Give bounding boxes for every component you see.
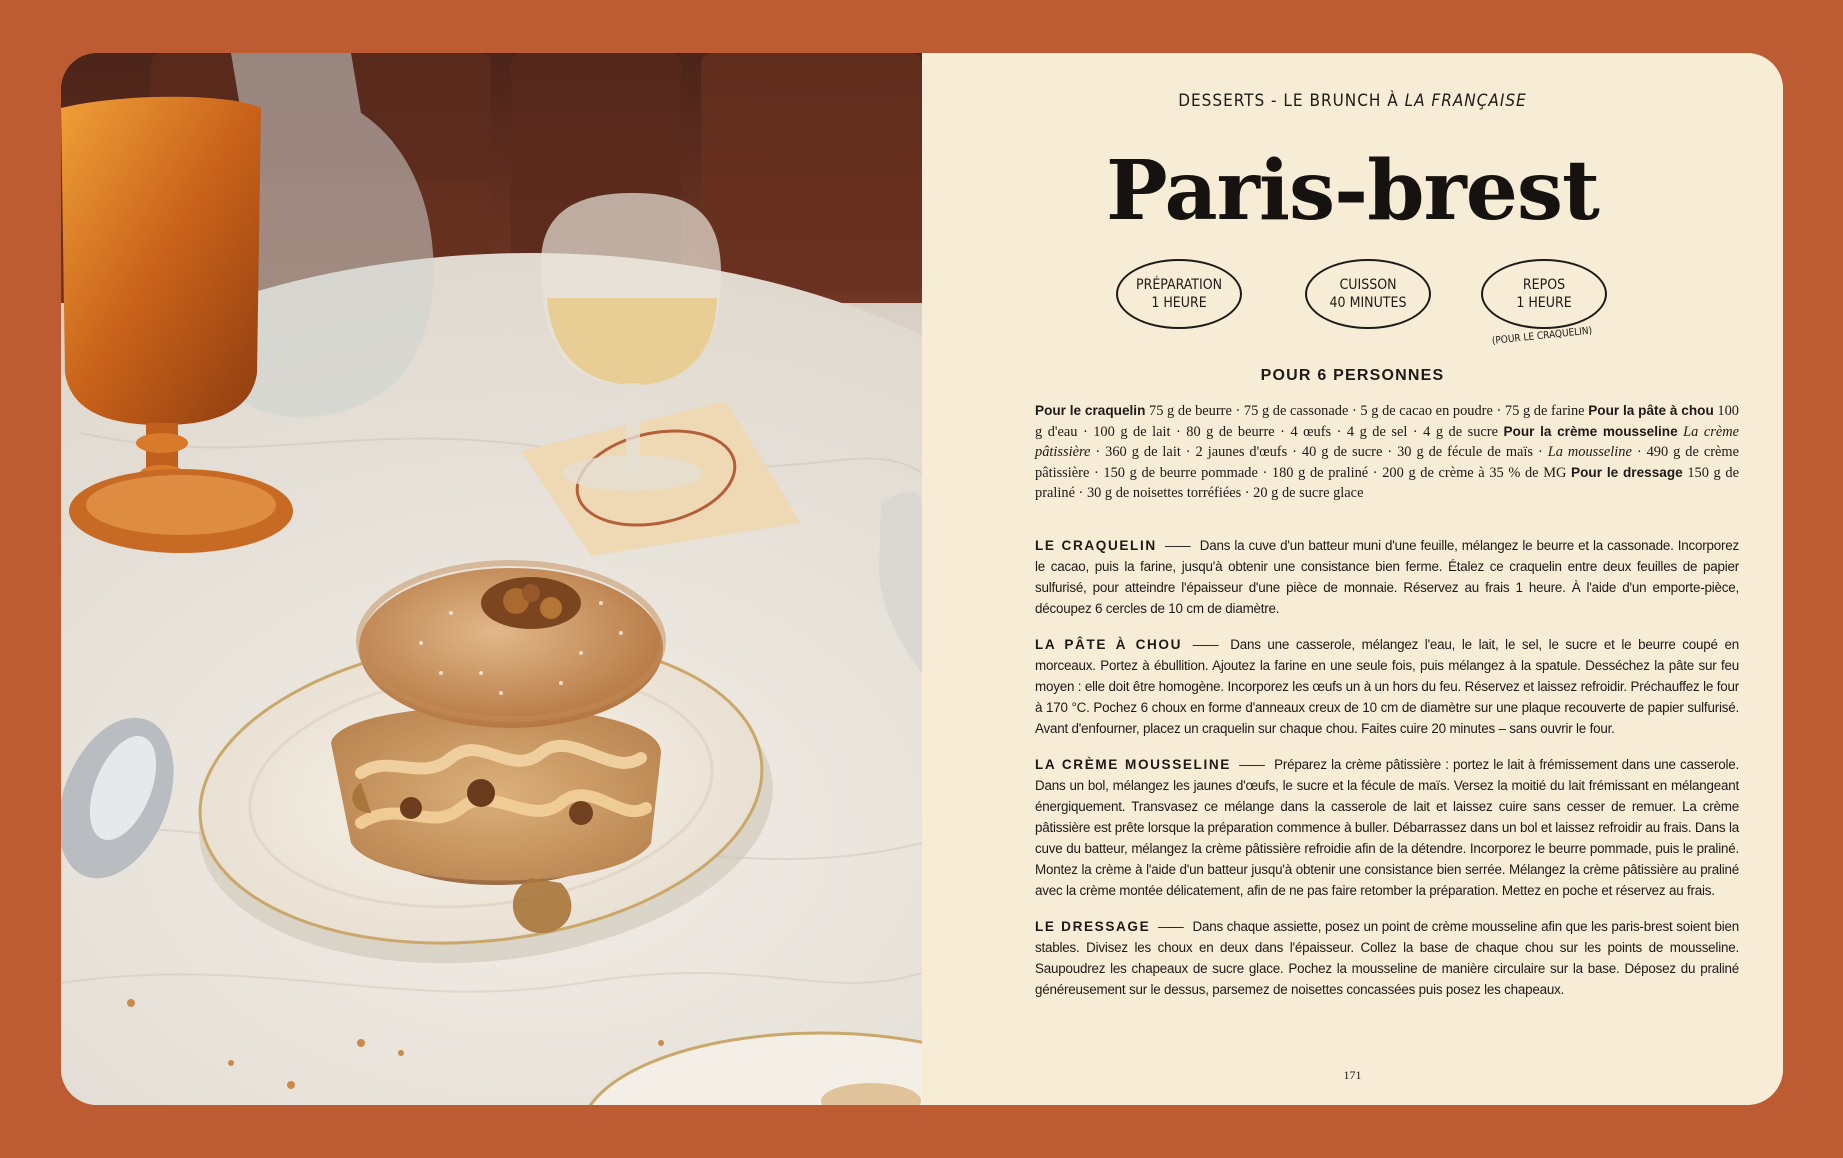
badge-cuisson bbox=[1305, 259, 1431, 329]
step-dash: —— bbox=[1192, 637, 1218, 652]
badge-value: 1 HEURE bbox=[1151, 295, 1207, 311]
step-creme-mousseline bbox=[1035, 754, 1739, 901]
recipe-photo bbox=[61, 53, 922, 1105]
ingredients-list bbox=[1035, 401, 1739, 504]
step-dash: —— bbox=[1239, 757, 1264, 772]
kicker-emphasis: LA FRANÇAISE bbox=[1404, 91, 1527, 111]
step-pate-a-chou bbox=[1035, 634, 1739, 739]
badge-value: 40 MINUTES bbox=[1329, 295, 1407, 311]
step-craquelin bbox=[1035, 535, 1739, 619]
method-steps bbox=[1035, 535, 1739, 1015]
step-dressage bbox=[1035, 916, 1739, 1000]
badge-label: CUISSON bbox=[1339, 277, 1397, 293]
step-text: Préparez la crème pâtissière : portez le lait à frémissement dans une casserole. Dans un bol, mélangez les jaunes d'œufs, le sucre et la fécule de maïs. Versez la moitié du lait frémissant en mélangeant énergiquement. Transvasez ce mélange dans la casserole de lait et laissez cuire sans cesser de remuer. La crème pâtissière est prête lorsque la préparation commence à buller. Débarrassez dans un bol et laissez refroidir au frais. Dans la cuve du batteur, mélangez la crème pâtissière refroidie afin de la détendre. Incorporez le beurre pommade, puis le praliné. Montez la crème à l'aide d'un batteur jusqu'à obtenir une consistance bien serrée. Mélangez la crème pâtissière au praliné avec la crème montée délicatement, afin de ne pas faire retomber la préparation. Mettez en poche et réservez au frais. bbox=[1035, 757, 1739, 898]
step-text: Dans une casserole, mélangez l'eau, le lait, le sel, le sucre et le beurre coupé en morceaux. Portez à ébullition. Ajoutez la farine en une seule fois, puis mélangez à la spatule. Desséchez la pâte sur feu moyen : elle doit être homogène. Incorporez les œufs un à un hors du feu. Réservez et laissez refroidir. Préchauffez le four à 170 °C. Pochez 6 choux en forme d'anneaux creux de 10 cm de diamètre sur une plaque recouverte de papier sulfurisé. Avant d'enfourner, placez un craquelin sur chaque chou. Faites cuire 20 minutes – sans ouvrir le four. bbox=[1035, 637, 1739, 736]
ingredient-group-label: Pour la crème mousseline bbox=[1503, 423, 1678, 439]
recipe-title: Paris-brest bbox=[1106, 143, 1599, 239]
ingredient-text: 100 g d'eau · 100 g de lait · 80 g de beurre · 4 œufs · 4 g de sel · 4 g de sucre bbox=[1035, 403, 1740, 440]
ingredient-text: · 490 g de crème pâtissière · 150 g de beurre pommade · 180 g de praliné · 200 g de crème à 35 % de MG bbox=[1035, 444, 1739, 481]
page-number: 171 bbox=[1343, 1068, 1362, 1082]
photo-illustration bbox=[61, 53, 922, 1105]
step-heading: LA PÂTE À CHOU bbox=[1035, 637, 1183, 652]
ingredient-text: 150 g de praliné · 30 g de noisettes torréfiées · 20 g de sucre glace bbox=[1035, 464, 1739, 501]
step-heading: LE DRESSAGE bbox=[1035, 919, 1151, 934]
ingredient-group-label: Pour le craquelin bbox=[1035, 403, 1146, 418]
section-kicker bbox=[922, 91, 1783, 111]
badge-note: (POUR LE CRAQUELIN) bbox=[1491, 325, 1593, 347]
kicker-prefix: DESSERTS - LE BRUNCH À bbox=[1178, 91, 1399, 111]
recipe-page bbox=[922, 53, 1783, 1105]
book-spread bbox=[61, 53, 1783, 1105]
step-dash: —— bbox=[1164, 538, 1190, 553]
ingredient-text: · 360 g de lait · 2 jaunes d'œufs · 40 g de sucre · 30 g de fécule de maïs · bbox=[1090, 444, 1548, 460]
ingredient-text: 75 g de beurre · 75 g de cassonade · 5 g de cacao en poudre · 75 g de farine bbox=[1145, 403, 1589, 419]
step-dash: —— bbox=[1158, 919, 1183, 934]
step-heading: LA CRÈME MOUSSELINE bbox=[1035, 757, 1231, 772]
step-text: Dans chaque assiette, posez un point de crème mousseline afin que les paris-brest soient bien stables. Divisez les choux en deux dans l'épaisseur. Collez la base de chaque chou sur les points de mousseline. Saupoudrez les chapeaux de sucre glace. Pochez la mousseline de manière circulaire sur la base. Déposez du praliné généreusement sur le dessus, parsemez de noisettes concassées puis posez les chapeaux. bbox=[1035, 919, 1739, 997]
badge-repos bbox=[1481, 259, 1607, 329]
ingredient-subgroup-label: La crème pâtissière bbox=[1035, 423, 1739, 460]
servings: POUR 6 PERSONNES bbox=[1260, 367, 1445, 384]
badge-label: PRÉPARATION bbox=[1135, 277, 1223, 293]
ingredient-group-label: Pour la pâte à chou bbox=[1588, 403, 1714, 418]
step-text: Dans la cuve d'un batteur muni d'une feuille, mélangez le beurre et la cassonade. Incorporez le cacao, puis la farine, jusqu'à obtenir une consistance bien ferme. Étalez ce craquelin entre deux feuilles de papier sulfurisé, pour atteindre l'épaisseur d'une pièce de monnaie. Réservez au frais 1 heure. À l'aide d'un emporte-pièce, découpez 6 cercles de 10 cm de diamètre. bbox=[1035, 538, 1739, 616]
badge-preparation bbox=[1116, 259, 1242, 329]
badge-label: REPOS bbox=[1522, 277, 1566, 293]
badge-value: 1 HEURE bbox=[1516, 295, 1572, 311]
ingredient-group-label: Pour le dressage bbox=[1571, 464, 1683, 480]
step-heading: LE CRAQUELIN bbox=[1035, 538, 1157, 553]
ingredient-subgroup-label: La mousseline bbox=[1547, 444, 1632, 460]
